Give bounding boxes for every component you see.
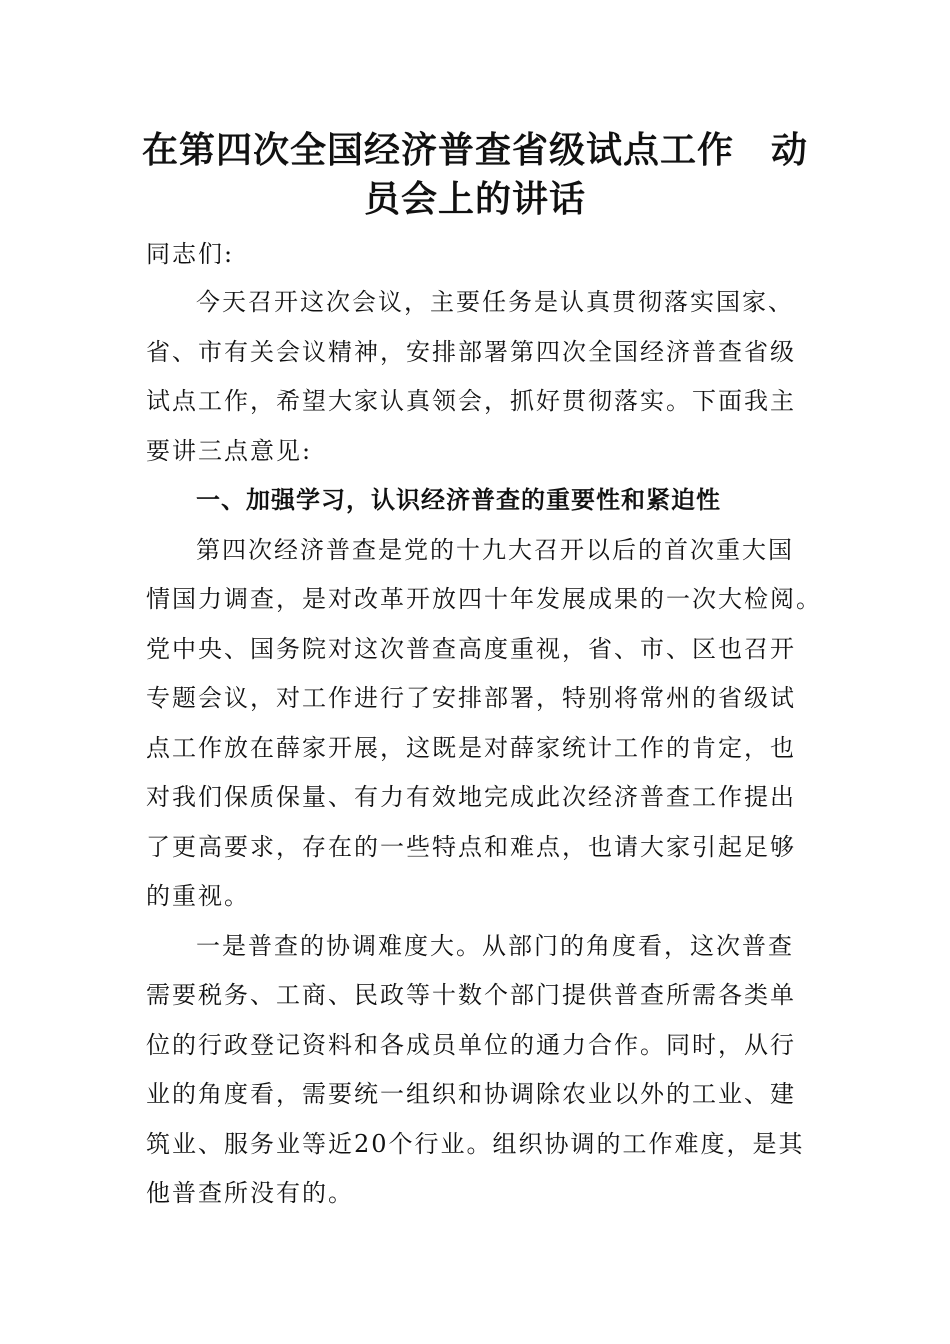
paragraph-line: 了更高要求，存在的一些特点和难点，也请大家引起足够 xyxy=(146,833,796,861)
section-heading: 一、加强学习，认识经济普查的重要性和紧迫性 xyxy=(196,486,721,514)
paragraph-line: 专题会议，对工作进行了安排部署，特别将常州的省级试 xyxy=(146,684,796,712)
paragraph-line: 第四次经济普查是党的十九大召开以后的首次重大国 xyxy=(196,536,794,564)
paragraph-line: 情国力调查，是对改革开放四十年发展成果的一次大检阅。 xyxy=(146,585,822,613)
paragraph-line: 对我们保质保量、有力有效地完成此次经济普查工作提出 xyxy=(146,783,796,811)
paragraph-line: 他普查所没有的。 xyxy=(146,1179,354,1207)
paragraph-line: 业的角度看，需要统一组织和协调除农业以外的工业、建 xyxy=(146,1080,796,1108)
document-title-line-2: 员会上的讲话 xyxy=(363,178,586,220)
paragraph-line: 需要税务、工商、民政等十数个部门提供普查所需各类单 xyxy=(146,981,796,1009)
paragraph-line: 试点工作，希望大家认真领会，抓好贯彻落实。下面我主 xyxy=(146,387,796,415)
paragraph-line: 点工作放在薛家开展，这既是对薛家统计工作的肯定，也 xyxy=(146,734,796,762)
salutation: 同志们: xyxy=(146,240,235,268)
paragraph-line: 一是普查的协调难度大。从部门的角度看，这次普查 xyxy=(196,932,794,960)
paragraph-line: 筑业、服务业等近20个行业。组织协调的工作难度，是其 xyxy=(146,1130,805,1158)
paragraph-line: 要讲三点意见: xyxy=(146,437,313,465)
paragraph-line: 今天召开这次会议，主要任务是认真贯彻落实国家、 xyxy=(196,288,794,316)
paragraph-line: 的重视。 xyxy=(146,882,250,910)
paragraph-line: 位的行政登记资料和各成员单位的通力合作。同时，从行 xyxy=(146,1031,796,1059)
paragraph-line: 省、市有关会议精神，安排部署第四次全国经济普查省级 xyxy=(146,338,796,366)
paragraph-line: 党中央、国务院对这次普查高度重视，省、市、区也召开 xyxy=(146,635,796,663)
document-title-line-1: 在第四次全国经济普查省级试点工作 动 xyxy=(141,129,808,171)
